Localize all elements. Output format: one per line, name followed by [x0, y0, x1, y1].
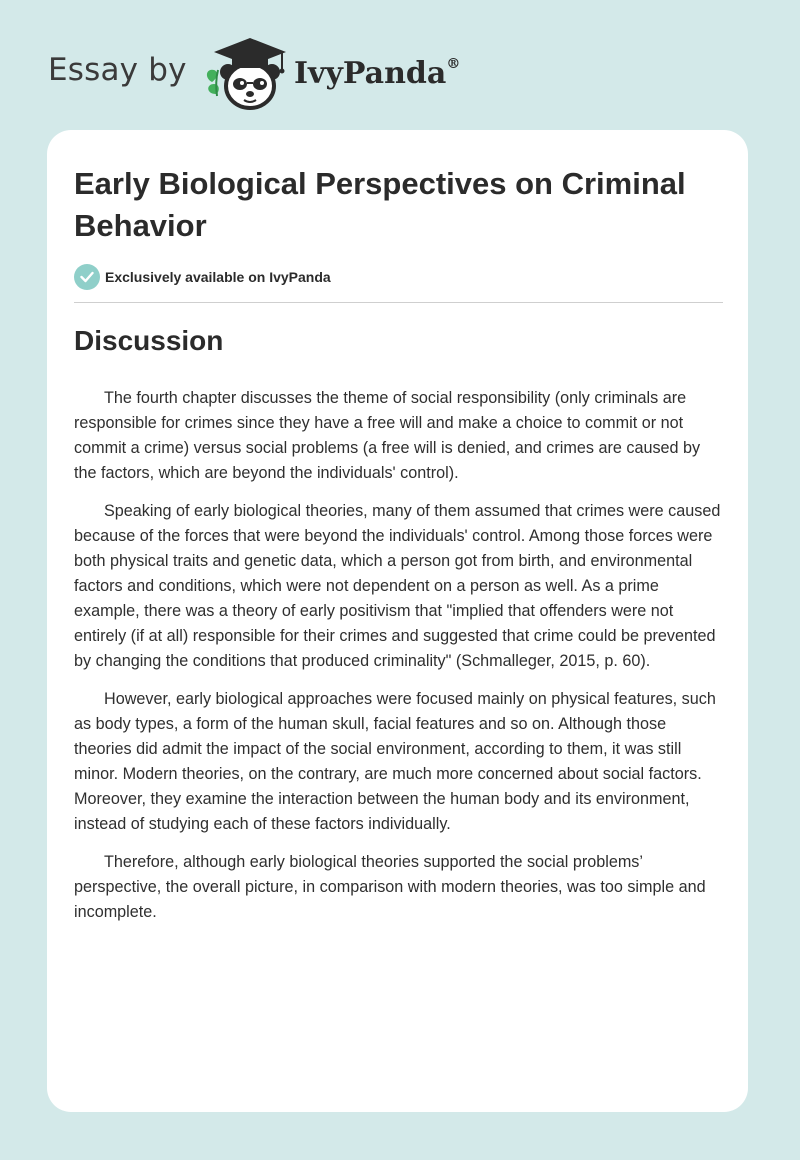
section-heading: Discussion	[74, 325, 224, 356]
divider	[74, 302, 723, 303]
panda-graduate-icon[interactable]	[202, 34, 288, 110]
essay-by-label: Essay by	[48, 52, 187, 88]
badge-label: Exclusively available on IvyPanda	[105, 269, 331, 285]
paragraph: However, early biological approaches were focused mainly on physical features, such as body types, a form of the human skull, facial features and so on. Although those theories did admit the impact of the social environment, according to them, it was still minor. Modern theories, on the contrary, are much more concerned about social factors. Moreover, they examine the interaction between the human body and its environment, instead of studying each of these factors individually.	[74, 690, 716, 833]
check-circle-icon	[74, 264, 100, 290]
essay-card	[47, 130, 748, 1112]
registered-mark: ®	[446, 56, 461, 72]
essay-title: Early Biological Perspectives on Criminal Behavior	[74, 166, 686, 243]
paragraph: Speaking of early biological theories, many of them assumed that crimes were caused because of the forces that were beyond the individuals' control. Among those forces were both physical traits and genetic data, which a person got from birth, and environmental factors and conditions, which were not dependent on a person as well. As a prime example, there was a theory of early positivism that "implied that offenders were not entirely (if at all) responsible for their crimes and suggested that crime could be prevented by changing the conditions that produced criminality" (Schmalleger, 2015, p. 60).	[74, 502, 721, 670]
essay-body	[74, 386, 724, 938]
site-header	[48, 34, 748, 114]
brand-name[interactable]: IvyPanda®	[294, 56, 461, 91]
paragraph: Therefore, although early biological theories supported the social problems’ perspective, the overall picture, in comparison with modern theories, was too simple and incomplete.	[74, 853, 706, 921]
paragraph: The fourth chapter discusses the theme of social responsibility (only criminals are responsible for crimes since they have a free will and make a choice to commit or not commit a crime) versus social problems (a free will is denied, and crimes are caused by the factors, which are beyond the individuals' control).	[74, 389, 701, 482]
